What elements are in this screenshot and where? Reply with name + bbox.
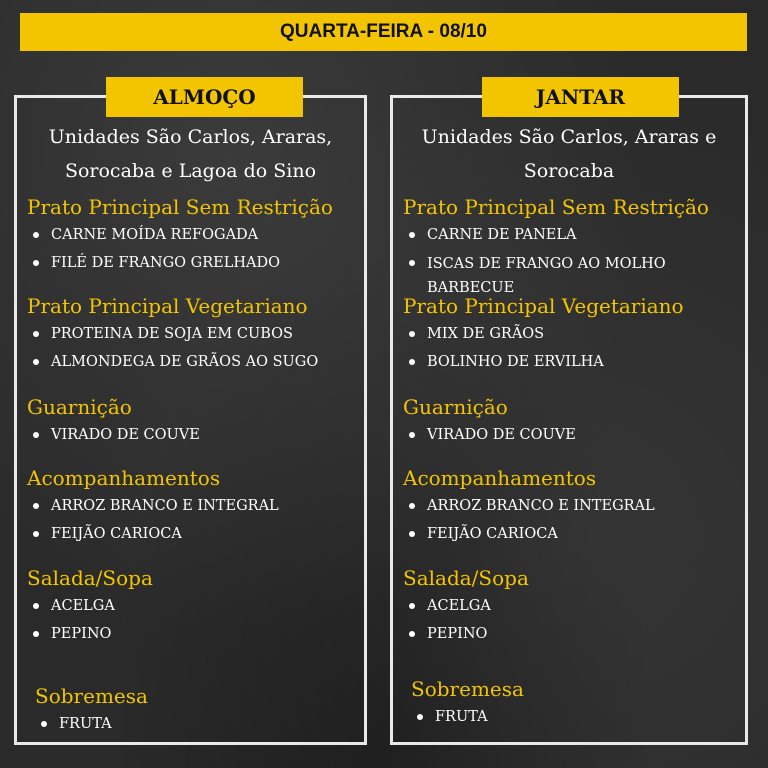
dinner-units-line1: Unidades São Carlos, Araras e xyxy=(421,126,717,148)
section-title: Salada/Sopa xyxy=(403,566,529,590)
bullet-icon xyxy=(41,721,47,727)
dinner-section-garnish xyxy=(403,394,741,448)
list-item: MIX DE GRÃOS xyxy=(403,321,741,347)
list-item: FEIJÃO CARIOCA xyxy=(27,521,360,547)
section-title: Prato Principal Vegetariano xyxy=(403,294,684,318)
bullet-icon xyxy=(33,232,39,238)
dinner-units-line2: Sorocaba xyxy=(523,160,615,182)
bullet-icon xyxy=(409,331,415,337)
dinner-units xyxy=(393,120,745,188)
list-item: FILÉ DE FRANGO GRELHADO xyxy=(27,250,360,276)
bullet-icon xyxy=(409,531,415,537)
section-title: Prato Principal Vegetariano xyxy=(27,294,308,318)
bullet-icon xyxy=(409,503,415,509)
list-item: PEPINO xyxy=(27,621,360,647)
bullet-icon xyxy=(409,432,415,438)
lunch-section-salad xyxy=(27,565,360,647)
dinner-section-principal xyxy=(403,194,741,300)
dinner-panel xyxy=(390,85,748,745)
list-item: FEIJÃO CARIOCA xyxy=(403,521,741,547)
bullet-icon xyxy=(33,631,39,637)
bullet-icon xyxy=(33,331,39,337)
bullet-icon xyxy=(33,503,39,509)
lunch-title-tab xyxy=(106,77,303,117)
section-title: Prato Principal Sem Restrição xyxy=(403,195,709,219)
bullet-icon xyxy=(417,714,423,720)
dinner-section-vegetarian xyxy=(403,293,741,375)
dinner-section-dessert xyxy=(411,676,741,730)
lunch-panel xyxy=(14,85,367,745)
lunch-units-line2: Sorocaba e Lagoa do Sino xyxy=(64,160,317,182)
dinner-title-tab xyxy=(482,77,679,117)
bullet-icon xyxy=(409,631,415,637)
dinner-title: JANTAR xyxy=(535,85,626,109)
list-item: VIRADO DE COUVE xyxy=(27,422,360,448)
list-item: CARNE MOÍDA REFOGADA xyxy=(27,222,360,248)
section-title: Salada/Sopa xyxy=(27,566,153,590)
list-item: PEPINO xyxy=(403,621,741,647)
list-item: ACELGA xyxy=(27,593,360,619)
section-title: Acompanhamentos xyxy=(403,466,597,490)
bullet-icon xyxy=(409,232,415,238)
bullet-icon xyxy=(409,359,415,365)
lunch-title: ALMOÇO xyxy=(153,85,256,109)
list-item: CARNE DE PANELA xyxy=(403,222,741,248)
list-item: BOLINHO DE ERVILHA xyxy=(403,349,741,375)
list-item: ALMONDEGA DE GRÃOS AO SUGO xyxy=(27,349,360,375)
bullet-icon xyxy=(33,432,39,438)
bullet-icon xyxy=(409,603,415,609)
bullet-icon xyxy=(33,260,39,266)
section-title: Acompanhamentos xyxy=(27,466,221,490)
list-item: PROTEINA DE SOJA EM CUBOS xyxy=(27,321,360,347)
list-item: FRUTA xyxy=(35,711,360,737)
section-title: Guarnição xyxy=(27,395,132,419)
bullet-icon xyxy=(33,359,39,365)
list-item: ARROZ BRANCO E INTEGRAL xyxy=(27,493,360,519)
date-banner xyxy=(20,13,747,51)
lunch-section-dessert xyxy=(35,683,360,737)
lunch-units xyxy=(17,120,364,188)
list-item: ARROZ BRANCO E INTEGRAL xyxy=(403,493,741,519)
lunch-units-line1: Unidades São Carlos, Araras, xyxy=(48,126,333,148)
date-title: QUARTA-FEIRA - 08/10 xyxy=(280,21,487,42)
list-item: VIRADO DE COUVE xyxy=(403,422,741,448)
bullet-icon xyxy=(33,531,39,537)
lunch-section-garnish xyxy=(27,394,360,448)
dinner-section-sides xyxy=(403,465,741,547)
dinner-section-salad xyxy=(403,565,741,647)
lunch-section-principal xyxy=(27,194,360,276)
list-item: FRUTA xyxy=(411,704,741,730)
lunch-section-sides xyxy=(27,465,360,547)
section-title: Sobremesa xyxy=(35,684,148,708)
bullet-icon xyxy=(33,603,39,609)
section-title: Guarnição xyxy=(403,395,508,419)
section-title: Sobremesa xyxy=(411,677,524,701)
lunch-section-vegetarian xyxy=(27,293,360,375)
bullet-icon xyxy=(409,260,415,266)
list-item: ISCAS DE FRANGO AO MOLHO BARBECUE xyxy=(403,250,741,300)
section-title: Prato Principal Sem Restrição xyxy=(27,195,333,219)
list-item: ACELGA xyxy=(403,593,741,619)
